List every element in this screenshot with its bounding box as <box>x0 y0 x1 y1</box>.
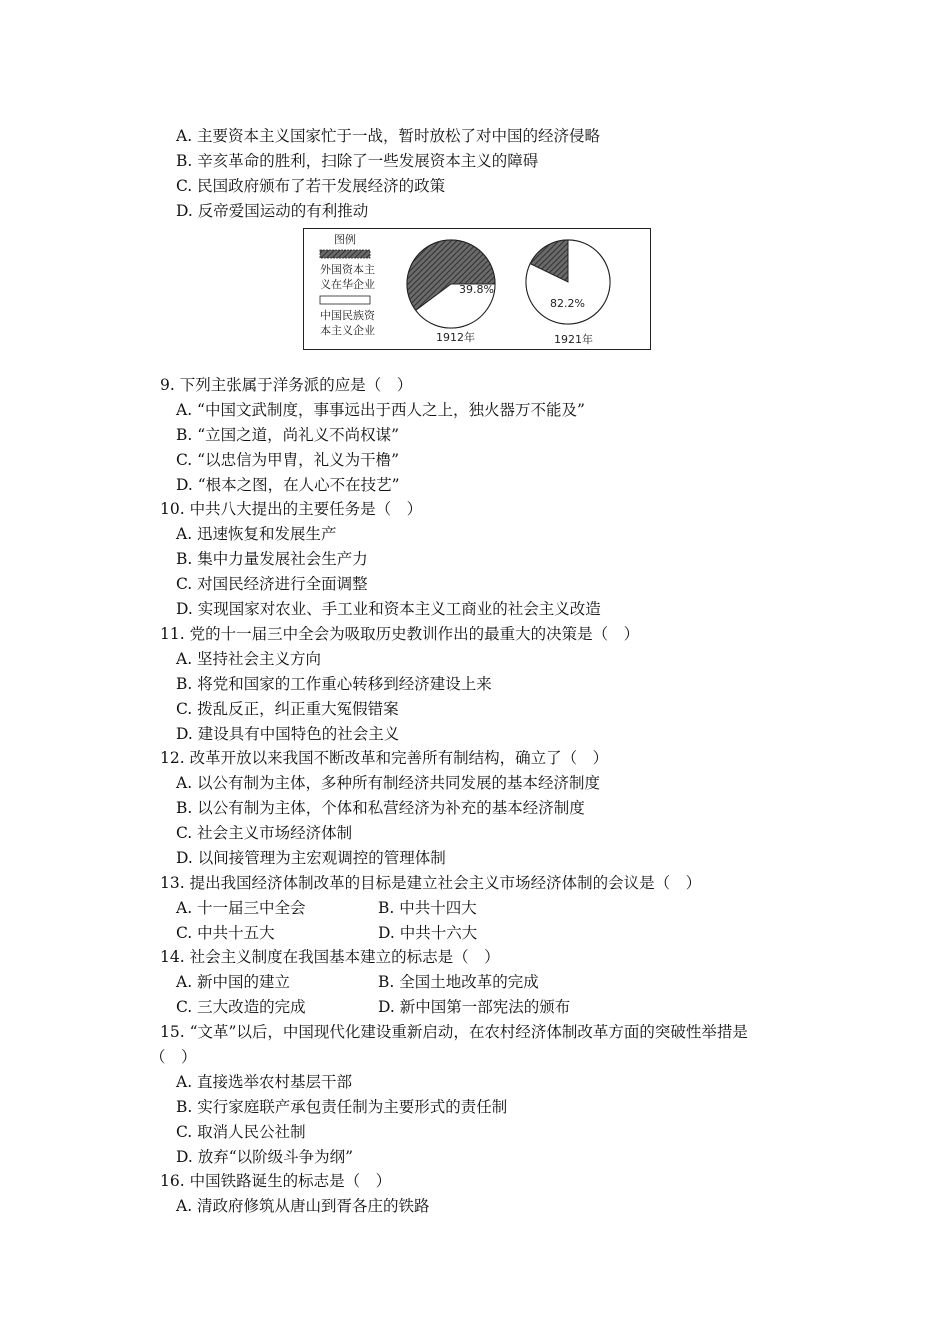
q15-option-a: A. 直接选举农村基层干部 <box>176 1073 353 1091</box>
pie-1912-percent-label: 39.8% <box>459 283 494 296</box>
q12-option-b: B. 以公有制为主体，个体和私营经济为补充的基本经济制度 <box>176 799 585 817</box>
q10-option-a: A. 迅速恢复和发展生产 <box>176 525 337 543</box>
q15-option-b: B. 实行家庭联产承包责任制为主要形式的责任制 <box>176 1098 508 1116</box>
legend-national-line2: 本主义企业 <box>320 324 375 337</box>
legend-title: 图例 <box>334 233 356 246</box>
q9-option-a: A. “中国文武制度，事事远出于西人之上，独火器万不能及” <box>176 401 585 419</box>
q8-option-d: D. 反帝爱国运动的有利推动 <box>176 202 369 220</box>
pie-chart-svg <box>304 229 650 349</box>
q12-stem: 12. 改革开放以来我国不断改革和完善所有制结构，确立了（ ） <box>160 749 609 767</box>
q14-stem: 14. 社会主义制度在我国基本建立的标志是（ ） <box>160 948 500 966</box>
q10-stem: 10. 中共八大提出的主要任务是（ ） <box>160 500 423 518</box>
q11-option-a: A. 坚持社会主义方向 <box>176 650 322 668</box>
q14-option-d: D. 新中国第一部宪法的颁布 <box>378 998 571 1016</box>
q15-stem: 15. “文革”以后，中国现代化建设重新启动，在农村经济体制改革方面的突破性举措是 <box>160 1023 748 1041</box>
q14-option-b: B. 全国土地改革的完成 <box>378 973 539 991</box>
q15-stem-continuation: （ ） <box>150 1048 197 1066</box>
q9-option-d: D. “根本之图，在人心不在技艺” <box>176 476 400 494</box>
q9-option-b: B. “立国之道，尚礼义不尚权谋” <box>176 426 400 444</box>
q12-option-a: A. 以公有制为主体，多种所有制经济共同发展的基本经济制度 <box>176 774 601 792</box>
q16-option-a: A. 清政府修筑从唐山到胥各庄的铁路 <box>176 1197 430 1215</box>
q13-option-d: D. 中共十六大 <box>378 924 478 942</box>
q14-option-a: A. 新中国的建立 <box>176 973 291 991</box>
q11-option-b: B. 将党和国家的工作重心转移到经济建设上来 <box>176 675 492 693</box>
legend-swatch-national <box>320 296 370 304</box>
legend-foreign-line1: 外国资本主 <box>320 263 375 276</box>
q8-option-a: A. 主要资本主义国家忙于一战，暂时放松了对中国的经济侵略 <box>176 127 601 145</box>
q13-option-a: A. 十一届三中全会 <box>176 899 306 917</box>
q14-option-c: C. 三大改造的完成 <box>176 998 306 1016</box>
legend-foreign-line2: 义在华企业 <box>320 278 375 291</box>
pie-1912 <box>407 240 495 344</box>
q13-stem: 13. 提出我国经济体制改革的目标是建立社会主义市场经济体制的会议是（ ） <box>160 874 702 892</box>
pie-1921 <box>526 240 610 346</box>
q15-option-d: D. 放弃“以阶级斗争为纲” <box>176 1148 354 1166</box>
q15-option-c: C. 取消人民公社制 <box>176 1123 306 1141</box>
q12-option-d: D. 以间接管理为主宏观调控的管理体制 <box>176 849 446 867</box>
pie-1921-percent-label: 82.2% <box>550 297 585 310</box>
q16-stem: 16. 中国铁路诞生的标志是（ ） <box>160 1172 392 1190</box>
q10-option-d: D. 实现国家对农业、手工业和资本主义工商业的社会主义改造 <box>176 600 601 618</box>
q11-option-d: D. 建设具有中国特色的社会主义 <box>176 725 400 743</box>
q9-stem: 9. 下列主张属于洋务派的应是（ ） <box>160 376 413 394</box>
pie-chart-figure <box>303 228 651 350</box>
q8-option-c: C. 民国政府颁布了若干发展经济的政策 <box>176 177 446 195</box>
q8-option-b: B. 辛亥革命的胜利，扫除了一些发展资本主义的障碍 <box>176 152 539 170</box>
q11-stem: 11. 党的十一届三中全会为吸取历史教训作出的最重大的决策是（ ） <box>160 625 640 643</box>
legend-national-line1: 中国民族资 <box>320 309 375 322</box>
q11-option-c: C. 拨乱反正，纠正重大冤假错案 <box>176 700 399 718</box>
q9-option-c: C. “以忠信为甲胄，礼义为干橹” <box>176 451 400 469</box>
legend-swatch-foreign <box>320 250 370 258</box>
q13-option-b: B. 中共十四大 <box>378 899 477 917</box>
pie-1912-year-label: 1912年 <box>436 331 475 344</box>
q12-option-c: C. 社会主义市场经济体制 <box>176 824 353 842</box>
q10-option-c: C. 对国民经济进行全面调整 <box>176 575 368 593</box>
q13-option-c: C. 中共十五大 <box>176 924 275 942</box>
q10-option-b: B. 集中力量发展社会生产力 <box>176 550 368 568</box>
pie-1921-year-label: 1921年 <box>554 333 593 346</box>
